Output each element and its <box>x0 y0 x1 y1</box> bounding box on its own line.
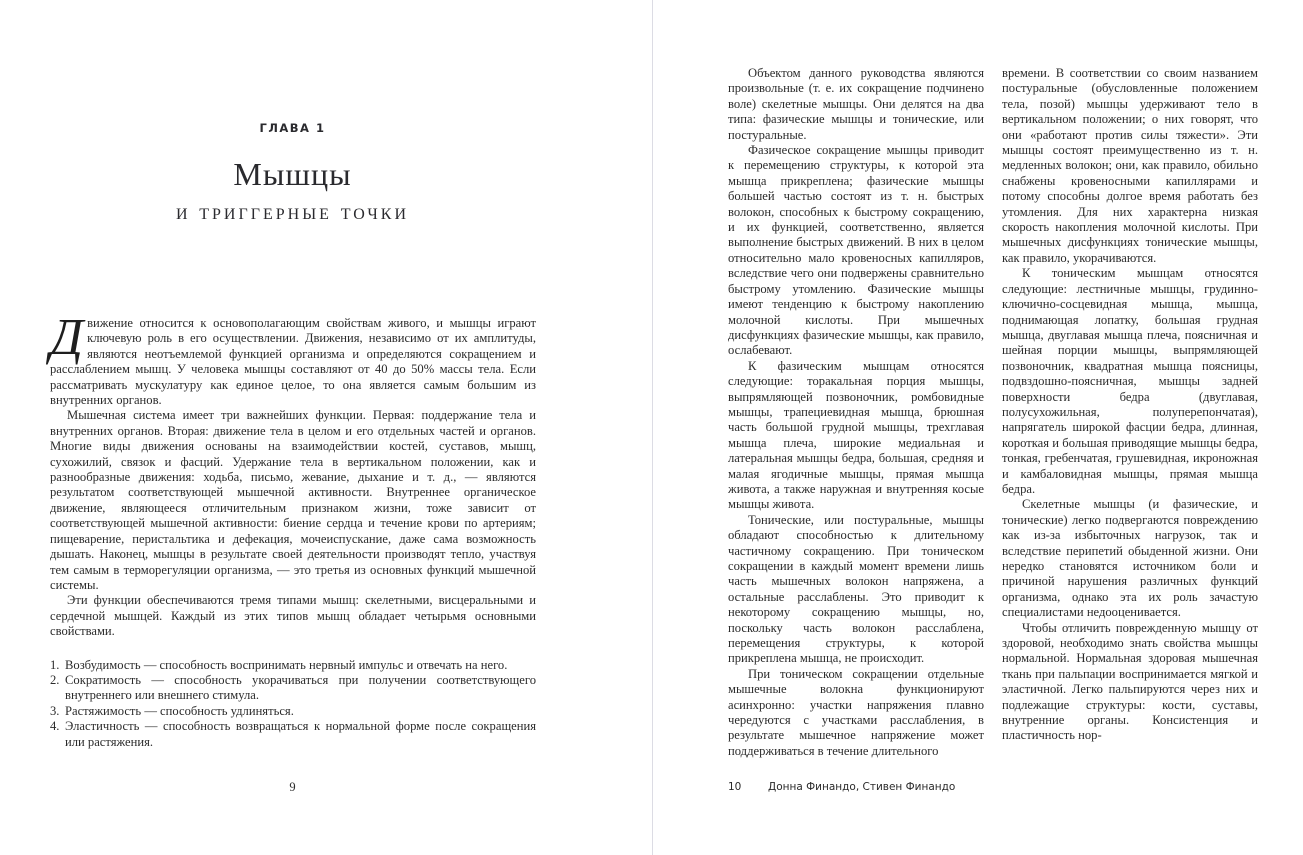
properties-list <box>50 658 536 750</box>
paragraph: К фазическим мышцам относятся следующие: торакальная порция мышцы, выпрямляющей позвоночник, ромбовидные мышцы, трапециевидная мышца, брюшная часть большой грудной мышцы, трехглавая мышца плеча, широкие медиальная и латеральная мышцы бедра, большая, средняя и малая ягодичные мышцы, прямая мышца живота, а также наружная и внутренняя косые мышцы живота. <box>728 358 984 512</box>
list-item: 1. Возбудимость — способность воспринимать нервный импульс и отвечать на него. <box>50 657 508 672</box>
paragraph: Эти функции обеспечиваются тремя типами мышц: скелетными, висцеральными и сердечной мышцей. Каждый из этих типов мышц обладает четырьмя основными свойствами. <box>50 593 536 639</box>
page-number: 10 <box>728 781 742 793</box>
paragraph: К тоническим мышцам относятся следующие: лестничные мышцы, грудинно-ключично-сосцевидная мышца, мышца, поднимающая лопатку, большая грудная мышца, двуглавая мышца плеча, поясничная и шейная порции мышцы, выпрямляющей позвоночник, квадратная мышца поясницы, подвздошно-поясничная, мышцы задней поверхности бедра (двуглавая, полусухожильная, полуперепончатая), напрягатель широкой фасции бедра, длинная, короткая и большая приводящие мышцы бедра, тонкая, гребенчатая, грушевидная, икроножная и камбаловидная мышцы, прямая мышца бедра. <box>1002 266 1258 496</box>
chapter-subtitle: и триггерные точки <box>175 199 410 224</box>
page-number: 9 <box>289 780 296 794</box>
text-column-2 <box>1002 66 1258 744</box>
chapter-body <box>50 309 536 750</box>
right-page <box>653 0 1303 855</box>
paragraph: Объектом данного руководства являются произвольные (т. е. их сокращение подчинено воле) скелетные мышцы. Они делятся на два типа: фазические мышцы и тонические, или постуральные. <box>728 66 984 142</box>
text-column-1 <box>728 66 984 759</box>
paragraph: Скелетные мышцы (и фазические, и тонические) легко подвергаются повреждению как из-за избыточных нагрузок, так и вследствие перипетий обыденной жизни. Они нередко становятся источником боли и причиной нарушения различных функций организма, однако эта их роль зачастую специалистами недооценивается. <box>1002 497 1258 620</box>
paragraph: Чтобы отличить поврежденную мышцу от здоровой, необходимо знать свойства мышцы нормальной. Нормальная здоровая мышечная ткань при пальпации воспринимается мягкой и эластичной. Легко пальпируются через них и подлежащие структуры: кости, суставы, внутренние органы. Консистенция и пластичность нор- <box>1002 620 1258 743</box>
paragraph: времени. В соответствии со своим названием постуральные (обусловленные положением тела, позой) мышцы удерживают тело в вертикальном положении; о них говорят, что они «работают против силы тяжести». Эти мышцы состоят преимущественно из т. н. медленных волокон; они, как правило, обильно снабжены кровеносными капиллярами и потому способны долгое время работать без утомления. Для них характерна низкая скорость накопления молочной кислоты. При мышечных дисфункциях тонические мышцы, как правило, укорачиваются. <box>1002 66 1258 265</box>
chapter-label: ГЛАВА 1 <box>259 121 326 135</box>
page-footer <box>728 781 955 793</box>
list-item: 3. Растяжимость — способность удлиняться. <box>50 703 294 718</box>
intro-paragraph: Движение относится к основополагающим свойствам живого, и мышцы играют ключевую роль в его осуществлении. Движения, независимо от их амплитуды, являются неотъемлемой функцией организма и определяются сокращением и расслаблением мышц. У человека мышцы составляют от 40 до 50% массы тела. Если рассматривать мускулатуру как единое целое, то она является самым большим из внутренних органов. <box>50 309 536 408</box>
paragraph: Фазическое сокращение мышцы приводит к перемещению структуры, к которой эта мышца прикреплена; фазические мышцы большей частью состоят из т. н. быстрых волокон, способных к быстрому сокращению, и их функцией, соответственно, является выполнение быстрых движений. В них в целом относительно мало кровеносных капилляров, вследствие чего они подвержены сравнительно быстрому утомлению. Фазические мышцы имеют тенденцию к быстрому накоплению молочной кислоты. При мышечных дисфункциях фазические мышцы, как правило, ослабевают. <box>728 143 984 358</box>
paragraph: Мышечная система имеет три важнейших функции. Первая: поддержание тела и внутренних органов. Вторая: движение тела в целом и его отдельных частей и органов. Многие виды движения основаны на взаимодействии костей, суставов, мышц, сухожилий, связок и фасций. Удержание тела в вертикальном положении, как и разнообразные движения: ходьба, письмо, жевание, дыхание и т. д., — являются результатом соответствующей мышечной активности. Внутреннее органическое движение, являющееся отличительным признаком жизни, тоже зависит от соответствующей мышечной активности: биение сердца и течение крови по артериям; пищеварение, перистальтика и дефекация, мочеиспускание, даже сама возможность дышать. Наконец, мышцы в результате своей деятельности производят тепло, участвуя тем самым в терморегуляции организма, — это третья из основных функций мышечной системы. <box>50 408 536 592</box>
list-item: 4. Эластичность — способность возвращаться к нормальной форме после сокращения или растяжения. <box>50 719 536 749</box>
list-item: 2. Сократимость — способность укорачиваться при получении соответствующего внутреннего или внешнего стимула. <box>50 672 536 703</box>
running-footer-authors: Донна Финандо, Стивен Финандо <box>768 781 956 793</box>
drop-cap: Д <box>50 309 84 366</box>
chapter-title: Мышцы <box>233 156 352 192</box>
paragraph: Тонические, или постуральные, мышцы обладают способностью к длительному частичному сокращению. При тоническом сокращении в каждый момент времени лишь часть мышечных волокон напряжена, а остальные расслаблены. Это приводит к некоторому сокращению мышцы, но, поскольку часть волокон расслаблена, перемещения структуры, к которой прикреплена мышца, не происходит. <box>728 512 984 666</box>
paragraph: При тоническом сокращении отдельные мышечные волокна функционируют асинхронно: участки напряжения плавно чередуются с участками расслабления, в результате мышечное напряжение может поддерживаться в течение длительного <box>728 666 984 758</box>
